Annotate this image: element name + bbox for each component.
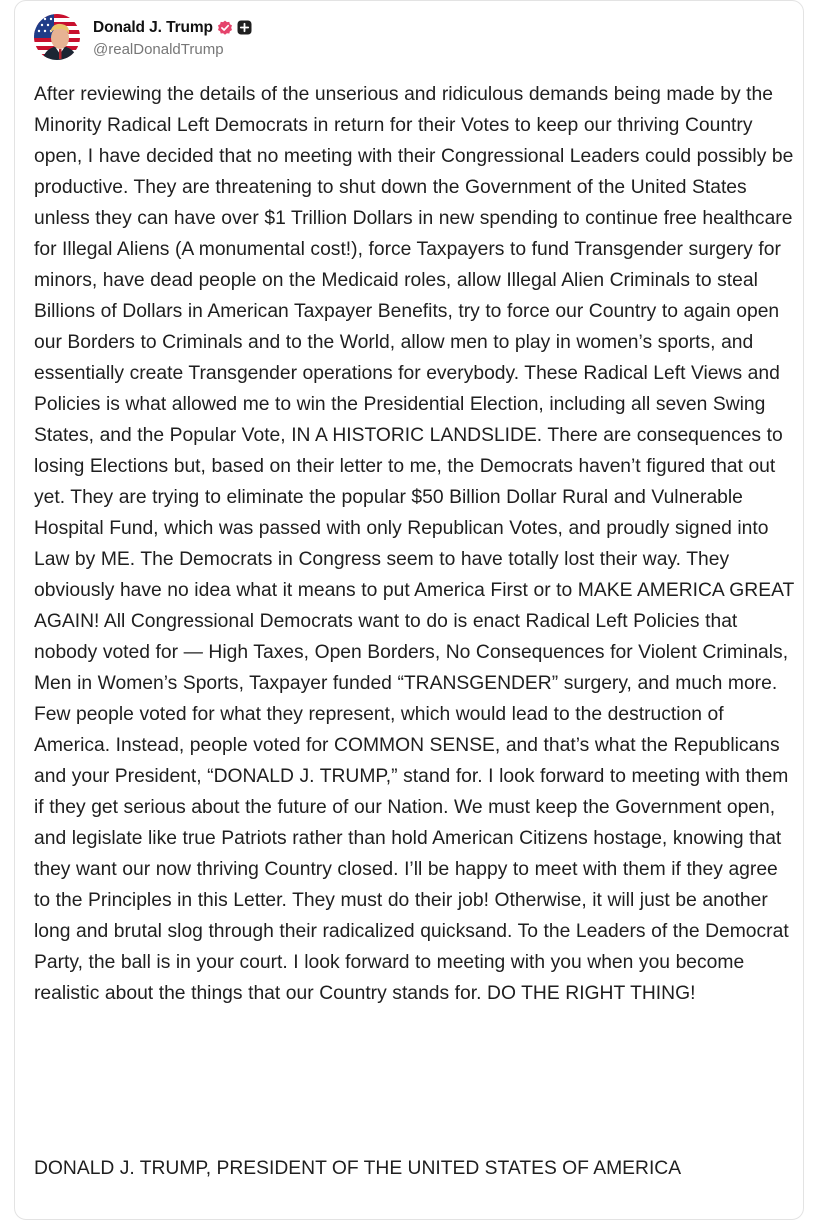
- author-name-row: [93, 17, 252, 39]
- author-identity: [93, 17, 252, 58]
- author-handle[interactable]: @realDonaldTrump: [93, 40, 224, 58]
- author-display-name[interactable]: Donald J. Trump: [93, 18, 213, 36]
- verified-badge-icon: [217, 20, 233, 36]
- post-body-text: After reviewing the details of the unserious and ridiculous demands being made by the Minority Radical Left Democrats in return for their Votes to keep our thriving Country open, I have decided that no meeting with their Congressional Leaders could possibly be productive. They are threatening to shut down the Government of the United States unless they can have over $1 Trillion Dollars in new spending to continue free healthcare for Illegal Aliens (A monumental cost!), force Taxpayers to fund Transgender surgery for minors, have dead people on the Medicaid roles, allow Illegal Alien Criminals to steal Billions of Dollars in American Taxpayer Benefits, try to force our Country to again open our Borders to Criminals and to the World, allow men to play in women’s sports, and essentially create Transgender operations for everybody. These Radical Left Views and Policies is what allowed me to win the Presidential Election, including all seven Swing States, and the Popular Vote, IN A HISTORIC LANDSLIDE. There are consequences to losing Elections but, based on their letter to me, the Democrats haven’t figured that out yet. They are trying to eliminate the popular $50 Billion Dollar Rural and Vulnerable Hospital Fund, which was passed with only Republican Votes, and proudly signed into Law by ME. The Democrats in Congress seem to have totally lost their way. They obviously have no idea what it means to put America First or to MAKE AMERICA GREAT AGAIN! All Congressional Democrats want to do is enact Radical Left Policies that nobody voted for — High Taxes, Open Borders, No Consequences for Violent Criminals, Men in Women’s Sports, Taxpayer funded “TRANSGENDER” surgery, and much more. Few people voted for what they represent, which would lead to the destruction of America. Instead, people voted for COMMON SENSE, and that’s what the Republicans and your President, “DONALD J. TRUMP,” stand for. I look forward to meeting with them if they get serious about the future of our Nation. We must keep the Government open, and legislate like true Patriots rather than hold American Citizens hostage, knowing that they want our now thriving Country closed. I’ll be happy to meet with them if they agree to the Principles in this Letter. They must do their job! Otherwise, it will just be another long and brutal slog through their radicalized quicksand. To the Leaders of the Democrat Party, the ball is in your court. I look forward to meeting with you when you become realistic about the things that our Country stands for. DO THE RIGHT THING!: [34, 84, 794, 1004]
- post-header: [34, 12, 252, 62]
- post-signature: DONALD J. TRUMP, PRESIDENT OF THE UNITED STATES OF AMERICA: [34, 1158, 682, 1179]
- plus-square-icon[interactable]: [237, 20, 252, 35]
- avatar[interactable]: [34, 14, 80, 60]
